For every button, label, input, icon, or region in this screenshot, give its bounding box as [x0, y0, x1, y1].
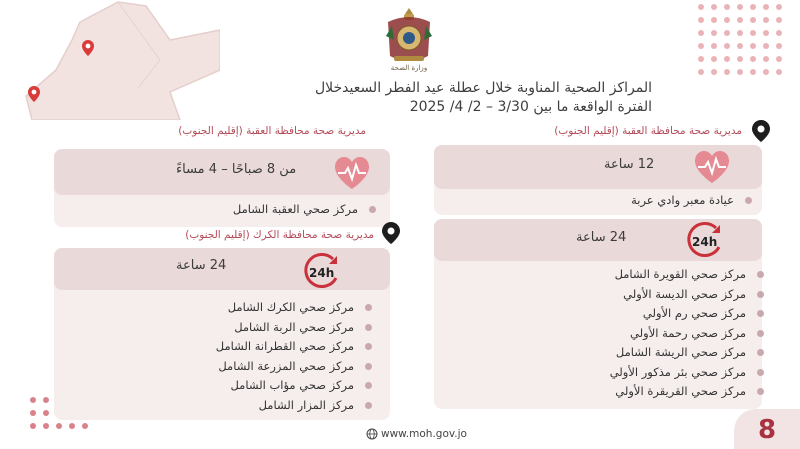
decorative-dot — [69, 423, 75, 429]
decorative-dot — [737, 69, 743, 75]
24h-clock-icon — [300, 252, 342, 290]
decorative-dot — [750, 43, 756, 49]
decorative-dot — [30, 397, 36, 403]
decorative-dot — [750, 4, 756, 10]
hours-label-12h: 12 ساعة — [604, 157, 655, 172]
decorative-dot — [750, 17, 756, 23]
decorative-dot — [711, 4, 717, 10]
list-item: مركز صحي الربة الشامل — [216, 318, 372, 338]
location-pin-icon — [752, 120, 770, 142]
decorative-dot — [698, 69, 704, 75]
decorative-dot — [763, 30, 769, 36]
heartbeat-icon — [332, 154, 372, 192]
decorative-dot — [737, 30, 743, 36]
hours-label-24h-aqaba: 24 ساعة — [576, 230, 627, 245]
24h-clock-icon — [683, 221, 725, 259]
decorative-dot — [763, 17, 769, 23]
decorative-dot — [724, 17, 730, 23]
location-pin-icon — [382, 222, 400, 244]
list-item: مركز صحي الديسة الأولي — [610, 285, 764, 305]
svg-text:24h: 24h — [309, 266, 335, 280]
page-title-line1: المراكز الصحية المناوبة خلال عطلة عيد الفطر السعيدخلال — [314, 80, 652, 96]
decorative-dots-top-right — [698, 4, 782, 75]
decorative-dot — [43, 397, 49, 403]
decorative-dot — [776, 69, 782, 75]
decorative-dot — [711, 69, 717, 75]
decorative-dot — [737, 17, 743, 23]
page-number: 8 — [734, 409, 800, 449]
list-item: مركز صحي بئر مذكور الأولي — [610, 363, 764, 383]
decorative-dot — [30, 423, 36, 429]
decorative-dot — [763, 56, 769, 62]
list-item: مركز صحي القطرانة الشامل — [216, 337, 372, 357]
region-label-karak: مديرية صحة محافظة الكرك (إقليم الجنوب) — [185, 229, 374, 241]
decorative-dot — [750, 69, 756, 75]
list-item: مركز صحي الكرك الشامل — [216, 298, 372, 318]
svg-text:24h: 24h — [692, 235, 718, 249]
hours-label-24h-karak: 24 ساعة — [176, 258, 227, 273]
decorative-dot — [763, 43, 769, 49]
decorative-dot — [750, 30, 756, 36]
jordan-map-image — [20, 0, 220, 120]
decorative-dot — [763, 69, 769, 75]
decorative-dot — [711, 30, 717, 36]
ministry-caption: وزارة الصحة — [390, 64, 428, 72]
center-list-24h-karak — [216, 298, 372, 415]
decorative-dot — [43, 423, 49, 429]
decorative-dot — [711, 17, 717, 23]
decorative-dot — [711, 56, 717, 62]
decorative-dot — [737, 43, 743, 49]
region-label-aqaba-left: مديرية صحة محافظة العقبة (إقليم الجنوب) — [178, 125, 366, 137]
decorative-dot — [724, 4, 730, 10]
decorative-dot — [776, 43, 782, 49]
decorative-dot — [698, 43, 704, 49]
list-item: مركز صحي القريقرة الأولي — [610, 382, 764, 402]
hours-label-daytime: من 8 صباحًا – 4 مساءً — [176, 162, 297, 177]
region-label-aqaba-right: مديرية صحة محافظة العقبة (إقليم الجنوب) — [554, 125, 742, 137]
decorative-dot — [724, 30, 730, 36]
decorative-dot — [698, 30, 704, 36]
decorative-dot — [776, 30, 782, 36]
decorative-dot — [724, 43, 730, 49]
center-list-12h — [631, 193, 752, 207]
decorative-dot — [737, 4, 743, 10]
center-list-daytime — [233, 202, 376, 216]
decorative-dot — [698, 4, 704, 10]
list-item: مركز صحي العقبة الشامل — [233, 202, 376, 216]
decorative-dot — [82, 423, 88, 429]
website-url[interactable]: www.moh.gov.jo — [381, 428, 467, 440]
decorative-dot — [763, 4, 769, 10]
decorative-dot — [776, 56, 782, 62]
list-item: مركز صحي رحمة الأولي — [610, 324, 764, 344]
list-item: مركز صحي المزرعة الشامل — [216, 357, 372, 377]
decorative-dot — [56, 423, 62, 429]
heartbeat-icon — [692, 148, 732, 186]
decorative-dot — [724, 69, 730, 75]
list-item: مركز المزار الشامل — [216, 396, 372, 416]
list-item: مركز صحي الريشة الشامل — [610, 343, 764, 363]
decorative-dot — [698, 17, 704, 23]
decorative-dot — [698, 56, 704, 62]
list-item: مركز صحي القويرة الشامل — [610, 265, 764, 285]
decorative-dot — [724, 56, 730, 62]
globe-icon — [366, 428, 378, 440]
list-item: عيادة معبر وادي عربة — [631, 193, 752, 207]
center-list-24h-aqaba — [610, 265, 764, 402]
website-link[interactable] — [366, 428, 467, 440]
decorative-dot — [776, 4, 782, 10]
decorative-dot — [711, 43, 717, 49]
decorative-dot — [30, 410, 36, 416]
jordan-coat-of-arms-emblem — [382, 6, 436, 68]
decorative-dot — [43, 410, 49, 416]
decorative-dot — [737, 56, 743, 62]
decorative-dot — [750, 56, 756, 62]
list-item: مركز صحي رم الأولي — [610, 304, 764, 324]
list-item: مركز صحي مؤاب الشامل — [216, 376, 372, 396]
page-title-line2: الفترة الواقعة ما بين 3/30 – 2/ 4/ 2025 — [409, 99, 652, 115]
decorative-dot — [776, 17, 782, 23]
